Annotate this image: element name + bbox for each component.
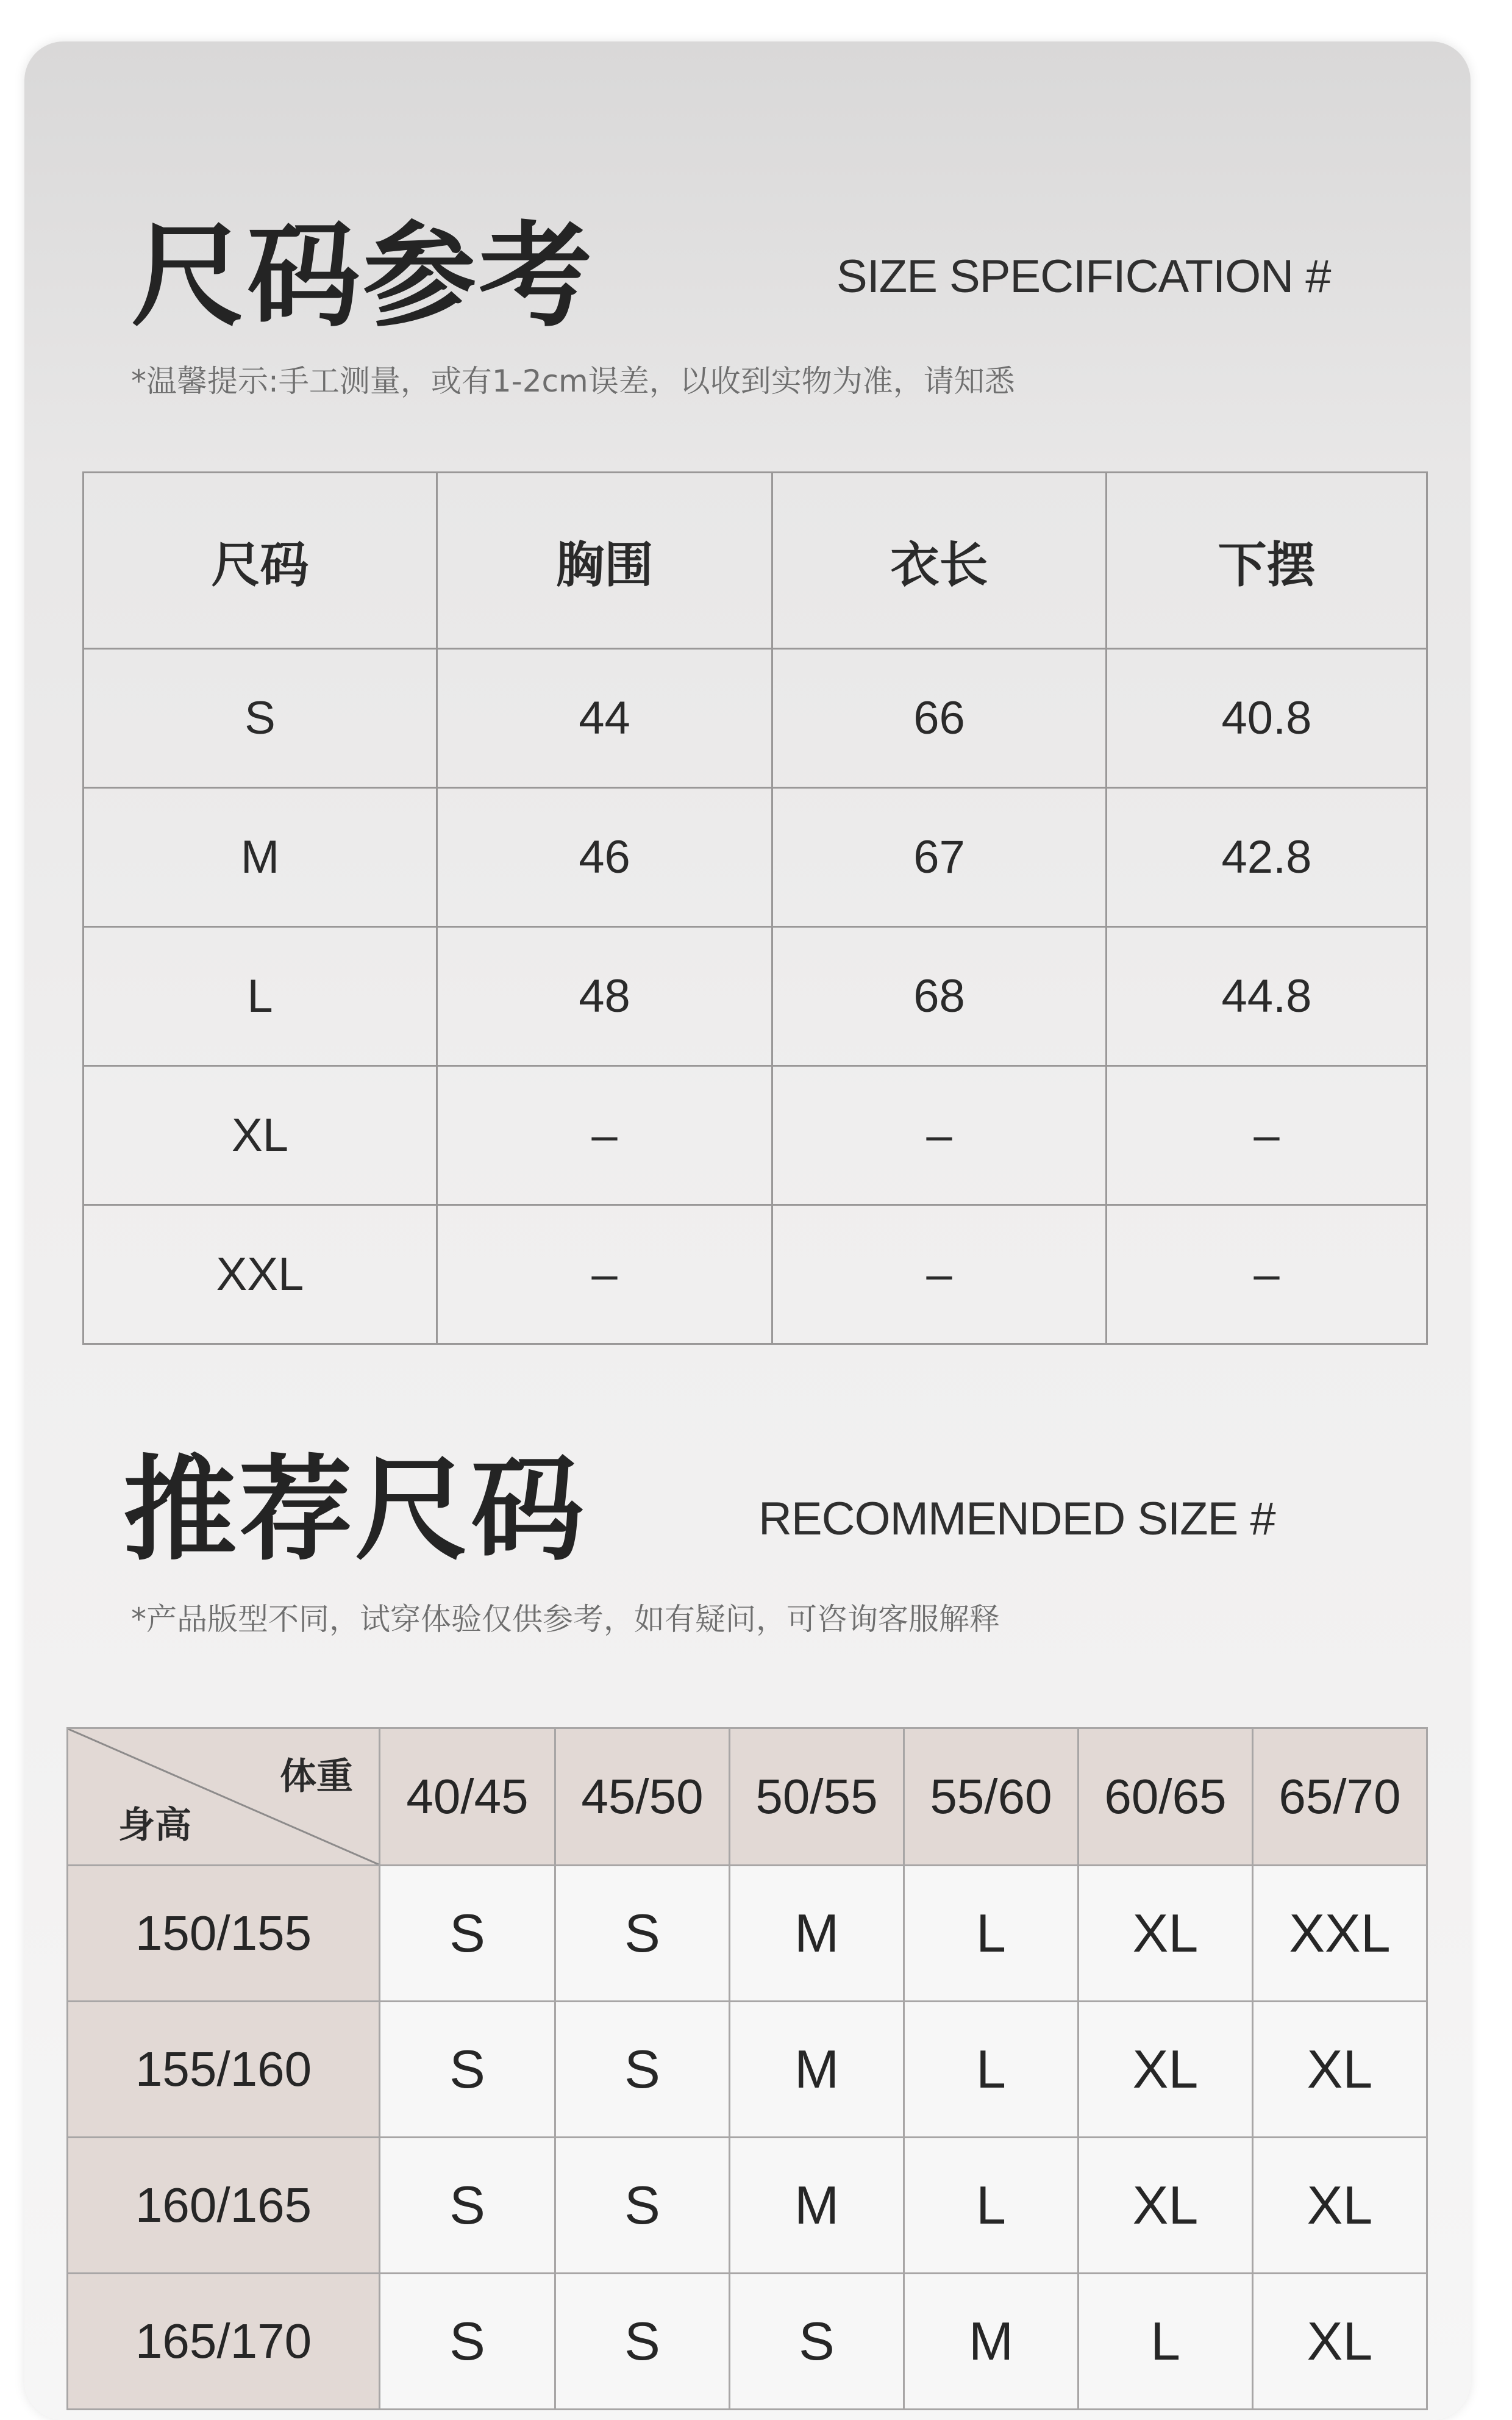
recommend-cell: M [904, 2274, 1079, 2410]
recommend-cell: S [555, 2002, 730, 2138]
spec-cell: 68 [772, 927, 1107, 1066]
recommend-cell: XL [1079, 1866, 1253, 2002]
spec-cell: – [437, 1205, 772, 1344]
recommend-cell: XL [1253, 2002, 1427, 2138]
recommend-cell: S [380, 1866, 555, 2002]
spec-row [84, 649, 1427, 788]
recommend-cell: M [730, 1866, 904, 2002]
spec-cell: 44.8 [1107, 927, 1427, 1066]
recommend-cell: S [730, 2274, 904, 2410]
height-header: 160/165 [68, 2138, 380, 2274]
recommend-cell: M [730, 2138, 904, 2274]
weight-header: 40/45 [380, 1728, 555, 1866]
recommend-cell: XXL [1253, 1866, 1427, 2002]
recommend-cell: XL [1253, 2138, 1427, 2274]
spec-cell: L [84, 927, 437, 1066]
spec-row [84, 1066, 1427, 1205]
spec-cell: – [772, 1205, 1107, 1344]
recommend-row [68, 1866, 1427, 2002]
spec-header-hem: 下摆 [1107, 473, 1427, 649]
recommend-cell: L [1079, 2274, 1253, 2410]
height-header: 155/160 [68, 2002, 380, 2138]
weight-header: 50/55 [730, 1728, 904, 1866]
recommend-row [68, 2138, 1427, 2274]
recommend-cell: XL [1253, 2274, 1427, 2410]
corner-height-label: 身高 [118, 1804, 191, 1847]
spec-cell: XXL [84, 1205, 437, 1344]
height-header: 150/155 [68, 1866, 380, 2002]
spec-row [84, 788, 1427, 927]
weight-header: 65/70 [1253, 1728, 1427, 1866]
recommend-header-row [68, 1728, 1427, 1866]
spec-cell: – [772, 1066, 1107, 1205]
recommend-cell: L [904, 2138, 1079, 2274]
spec-cell: 44 [437, 649, 772, 788]
spec-header-length: 衣长 [772, 473, 1107, 649]
spec-cell: 40.8 [1107, 649, 1427, 788]
spec-cell: M [84, 788, 437, 927]
spec-note: *温馨提示:手工测量，或有1-2cm误差，以收到实物为准，请知悉 [131, 363, 1015, 399]
recommend-cell: S [380, 2274, 555, 2410]
recommended-size-table [66, 1727, 1428, 2410]
recommend-cell: XL [1079, 2138, 1253, 2274]
spec-row [84, 927, 1427, 1066]
spec-cell: 48 [437, 927, 772, 1066]
spec-cell: 67 [772, 788, 1107, 927]
recommend-cell: S [555, 2138, 730, 2274]
corner-weight-label: 体重 [280, 1755, 353, 1798]
recommend-cell: S [555, 1866, 730, 2002]
recommend-cell: S [555, 2274, 730, 2410]
weight-header: 60/65 [1079, 1728, 1253, 1866]
weight-header: 45/50 [555, 1728, 730, 1866]
spec-cell: 66 [772, 649, 1107, 788]
spec-cell: – [437, 1066, 772, 1205]
spec-title-en: SIZE SPECIFICATION # [836, 251, 1331, 302]
recommend-title-cn: 推荐尺码 [123, 1444, 587, 1576]
spec-row [84, 1205, 1427, 1344]
recommend-title-en: RECOMMENDED SIZE # [758, 1493, 1275, 1545]
weight-header: 55/60 [904, 1728, 1079, 1866]
spec-header-size: 尺码 [84, 473, 437, 649]
spec-header-row [84, 473, 1427, 649]
spec-cell: – [1107, 1205, 1427, 1344]
spec-title-cn: 尺码参考 [131, 210, 595, 342]
recommend-cell: M [730, 2002, 904, 2138]
recommend-row [68, 2274, 1427, 2410]
recommend-row [68, 2002, 1427, 2138]
spec-cell: – [1107, 1066, 1427, 1205]
height-header: 165/170 [68, 2274, 380, 2410]
spec-cell: 46 [437, 788, 772, 927]
size-spec-table [82, 471, 1428, 1345]
recommend-cell: L [904, 1866, 1079, 2002]
spec-cell: XL [84, 1066, 437, 1205]
recommend-note: *产品版型不同，试穿体验仅供参考，如有疑问，可咨询客服解释 [131, 1602, 1000, 1637]
spec-cell: 42.8 [1107, 788, 1427, 927]
recommend-cell: XL [1079, 2002, 1253, 2138]
spec-header-chest: 胸围 [437, 473, 772, 649]
spec-cell: S [84, 649, 437, 788]
recommend-cell: L [904, 2002, 1079, 2138]
corner-cell [68, 1728, 380, 1866]
recommend-cell: S [380, 2138, 555, 2274]
recommend-cell: S [380, 2002, 555, 2138]
